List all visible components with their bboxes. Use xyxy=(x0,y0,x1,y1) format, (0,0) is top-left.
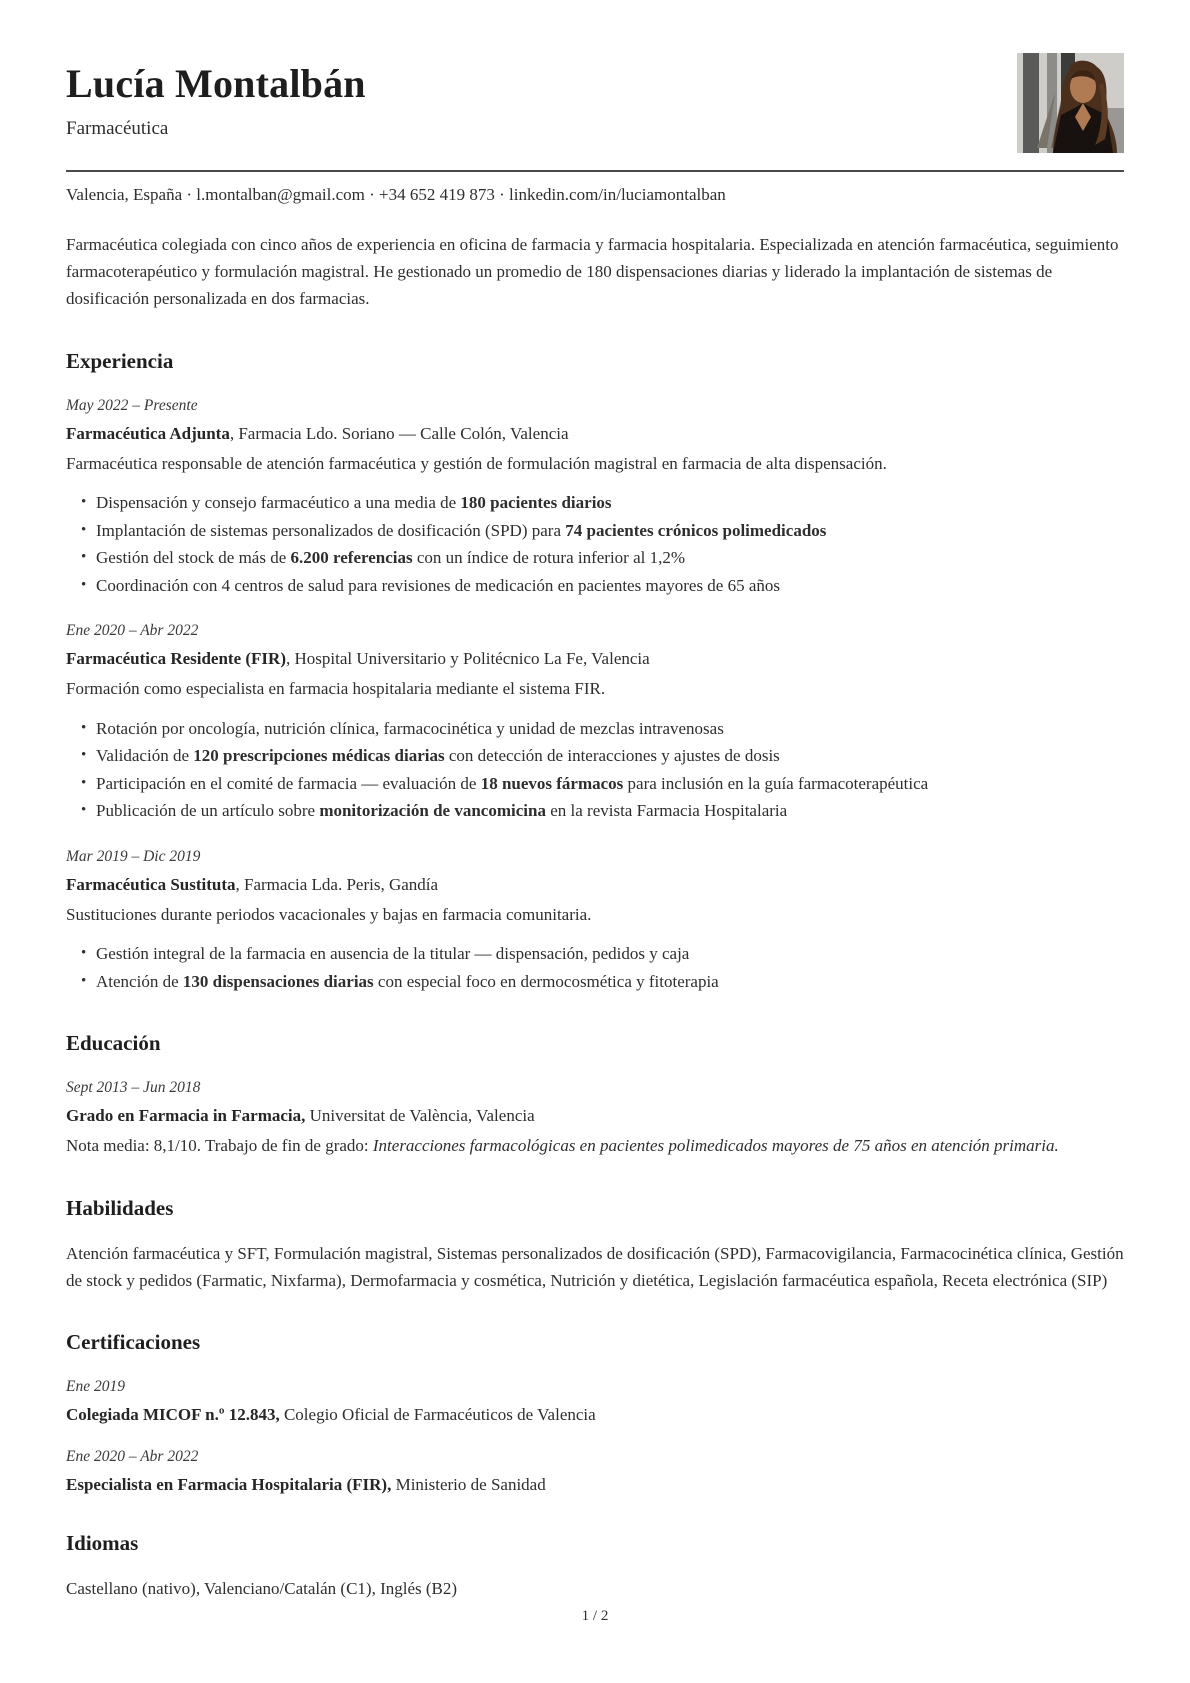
skills-text: Atención farmacéutica y SFT, Formulación magistral, Sistemas personalizados de dosificación (SPD), Farmacovigilancia, Farmacocinética clínica, Gestión de stock y pedidos (Farmatic, Nixfarma), Dermofarmacia y cosmética, Nutrición y dietética, Legislación farmacéutica española, Receta electrónica (SIP) xyxy=(66,1243,1124,1290)
person-job-title: Farmacéutica xyxy=(66,118,169,139)
profile-photo xyxy=(1017,53,1124,153)
job-description: Formación como especialista en farmacia hospitalaria mediante el sistema FIR. xyxy=(66,679,606,699)
bullet-list xyxy=(66,940,1124,995)
section-heading-experience: Experiencia xyxy=(66,348,174,373)
certification-org: Colegio Oficial de Farmacéuticos de Valencia xyxy=(279,1405,596,1425)
bullet-list xyxy=(66,489,1124,599)
job-description: Sustituciones durante periodos vacacionales y bajas en farmacia comunitaria. xyxy=(66,904,592,924)
job-org: , Farmacia Lda. Peris, Gandía xyxy=(235,874,439,894)
page-number: 1 / 2 xyxy=(581,1608,609,1624)
certification-dates: Ene 2019 xyxy=(66,1378,125,1396)
job-dates: Mar 2019 – Dic 2019 xyxy=(66,847,201,865)
education-degree-line xyxy=(66,1106,1124,1126)
header-text xyxy=(66,44,366,140)
summary-paragraph: Farmacéutica colegiada con cinco años de experiencia en oficina de farmacia y farmacia hospitalaria. Especializada en atención farmacéutica, seguimiento farmacoterapéutico y formulación magistral. He gestionado un promedio de 180 dispensaciones diarias y liderado la implantación de sistemas de dosificación personalizada en dos farmacias. xyxy=(66,235,1119,308)
job-role: Farmacéutica Adjunta xyxy=(66,423,230,443)
job-role: Farmacéutica Sustituta xyxy=(66,874,236,894)
job-entry xyxy=(66,848,1124,996)
bullet-item: • Gestión integral de la farmacia en ausencia de la titular — dispensación, pedidos y caja xyxy=(96,940,1124,968)
job-title-line xyxy=(66,649,1124,669)
bullet-item: • Implantación de sistemas personalizados de dosificación (SPD) para 74 pacientes crónicos polimedicados xyxy=(96,517,1124,545)
job-entry xyxy=(66,397,1124,600)
job-dates: May 2022 – Presente xyxy=(66,396,198,414)
certification-entry xyxy=(66,1448,1124,1495)
section-skills xyxy=(66,1196,1124,1295)
section-experience xyxy=(66,349,1124,996)
certification-entry xyxy=(66,1378,1124,1425)
bullet-item: • Dispensación y consejo farmacéutico a una media de 180 pacientes diarios xyxy=(96,489,1124,517)
job-entry xyxy=(66,622,1124,825)
certification-line xyxy=(66,1405,1124,1425)
profile-photo-image xyxy=(1017,53,1124,153)
section-education xyxy=(66,1031,1124,1159)
certification-org: Ministerio de Sanidad xyxy=(391,1475,546,1495)
bullet-item: • Rotación por oncología, nutrición clínica, farmacocinética y unidad de mezclas intravenosas xyxy=(96,715,1124,743)
education-degree: Grado en Farmacia in Farmacia, xyxy=(66,1106,306,1126)
certification-line xyxy=(66,1475,1124,1495)
header xyxy=(66,44,1124,153)
bullet-item: • Validación de 120 prescripciones médicas diarias con detección de interacciones y ajustes de dosis xyxy=(96,742,1124,770)
bullet-list xyxy=(66,715,1124,825)
bullet-item: • Gestión del stock de más de 6.200 referencias con un índice de rotura inferior al 1,2% xyxy=(96,544,1124,572)
section-certifications xyxy=(66,1330,1124,1495)
job-role: Farmacéutica Residente (FIR) xyxy=(66,649,286,669)
section-heading-certifications: Certificaciones xyxy=(66,1330,201,1355)
job-org: , Hospital Universitario y Politécnico La Fe, Valencia xyxy=(286,649,650,669)
job-description: Farmacéutica responsable de atención farmacéutica y gestión de formulación magistral en farmacia de alta dispensación. xyxy=(66,453,887,473)
certification-dates: Ene 2020 – Abr 2022 xyxy=(66,1448,199,1466)
education-dates: Sept 2013 – Jun 2018 xyxy=(66,1079,201,1097)
job-title-line xyxy=(66,424,1124,444)
person-name: Lucía Montalbán xyxy=(66,61,366,106)
header-divider xyxy=(66,170,1124,172)
bullet-item: • Publicación de un artículo sobre monitorización de vancomicina en la revista Farmacia Hospitalaria xyxy=(96,797,1124,825)
section-heading-skills: Habilidades xyxy=(66,1195,174,1220)
bullet-item: • Atención de 130 dispensaciones diarias con especial foco en dermocosmética y fitoterapia xyxy=(96,968,1124,996)
section-languages xyxy=(66,1531,1124,1603)
education-note: Nota media: 8,1/10. Trabajo de fin de grado: Interacciones farmacológicas en pacientes polimedicados mayores de 75 años en atención primaria. xyxy=(66,1136,1059,1156)
certification-name: Especialista en Farmacia Hospitalaria (FIR), xyxy=(66,1475,392,1495)
job-title-line xyxy=(66,875,1124,895)
job-org: , Farmacia Ldo. Soriano — Calle Colón, Valencia xyxy=(229,423,569,443)
section-heading-languages: Idiomas xyxy=(66,1531,139,1556)
bullet-item: • Coordinación con 4 centros de salud para revisiones de medicación en pacientes mayores de 65 años xyxy=(96,572,1124,600)
bullet-item: • Participación en el comité de farmacia — evaluación de 18 nuevos fármacos para inclusión en la guía farmacoterapéutica xyxy=(96,770,1124,798)
contact-line: Valencia, España · l.montalban@gmail.com · +34 652 419 873 · linkedin.com/in/luciamontalban xyxy=(66,185,726,204)
certification-name: Colegiada MICOF n.º 12.843, xyxy=(66,1405,280,1425)
job-dates: Ene 2020 – Abr 2022 xyxy=(66,622,199,640)
languages-text: Castellano (nativo), Valenciano/Catalán (C1), Inglés (B2) xyxy=(66,1579,458,1599)
section-heading-education: Educación xyxy=(66,1031,161,1056)
education-school: Universitat de València, Valencia xyxy=(305,1106,535,1126)
